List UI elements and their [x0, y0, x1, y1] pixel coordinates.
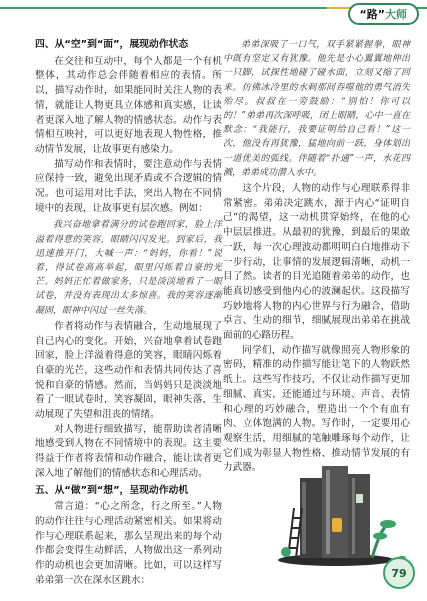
book-house-illustration-icon	[272, 448, 400, 568]
right-column	[223, 38, 410, 476]
paragraph: 作者将动作与表情融合，生动地展现了自己内心的变化。开始，兴奋地拿着试卷跑回家，脸上洋溢着得意的笑容，眼睛闪烁着自豪的光芒，这些动作和表情共同传达了喜悦和自豪的情感。然而，当妈妈只是淡淡地看了一眼试卷时，笑容凝固，眼神失落，生动展现了失望和沮丧的情绪。	[35, 320, 222, 421]
page-number: 79	[383, 557, 415, 589]
column-tag	[348, 2, 419, 26]
example-quote: 弟弟深吸了一口气，双手紧紧握拳，眼神中既有坚定又有犹豫。他先是小心翼翼地伸出一只脚，试探性地碰了碰水面，立刻又缩了回来。仿佛冰冷里的水刺那间吞噬他的勇气消失殆尽。叔叔在一旁鼓励：“别怕！你可以的！”弟弟再次深呼吸，闭上眼睛，心中一直在默念：“我能行，我要证明给自己看！”这一次，他没有再犹豫，猛地向前一跃，身体划出一道优美的弧线。伴随着“扑通”一声，水花四溅，弟弟成功潜入水中。	[223, 40, 410, 178]
left-column	[35, 38, 222, 589]
section-5-title: 五、从“做”到“想”，呈现动作动机	[35, 484, 189, 496]
column-tag-box	[348, 3, 419, 25]
paragraph: 在交往和互动中，每个人都是一个有机整体，其动作总会伴随着相应的表情。所以，描写动作时，如果能同时关注人物的表情，就能让人物更具立体感和真实感，让读者更深入地了解人物的情感状态。动作与表情相互映衬，可以更好地表现人物性格，推动情节发展，让故事更有感染力。	[35, 55, 222, 155]
column-tag-label: 大师	[385, 8, 407, 21]
column-tag-quote: “路”	[359, 8, 385, 21]
paragraph: 描写动作和表情时，要注意动作与表情应保持一致，避免出现矛盾或不合逻辑的情况。也可运用对比手法，突出人物在不同情境中的表现，让故事更有层次感。例如：	[35, 158, 222, 214]
example-quote: 我兴奋地拿着满分的试卷跑回家，脸上洋溢着得意的笑容，眼睛闪闪发光。到家后，我迅速推开门，大喊一声：“妈妈，你看！”说着，得试卷高高举起，眼里闪烁着自豪的光芒。妈妈正忙着做家务，只是淡淡地看了一眼试卷，并没有表现出太多惊喜。我的笑容逐渐凝固，眼神中闪过一丝失落。	[35, 220, 222, 316]
paragraph: 这个片段，人物的动作与心理联系得非常紧密。弟弟决定跳水，源于内心“证明自己”的渴望，这一动机贯穿始终，在他的心中层层推进。从最初的犹豫，到最后的果敢一跃，每一次心理波动都明明白白地推动下一步行动，让事情的发展逻辑清晰，动机一目了然。读者的目光追随着弟弟的动作，也能真切感受到他内心的波澜起伏。这段描写巧妙地将人物的内心世界与行为融合，借助卓言、生动的细节，细腻展现出弟弟在挑战面前的心路历程。	[223, 183, 410, 342]
paragraph: 对人物进行细致描写，能帮助读者清晰地感受到人物在不同情境中的表现。这主要得益于作者将表情和动作融合，能让读者更深入地了解他们的情感状态和心理活动。	[35, 423, 222, 479]
section-4-title: 四、从“空”到“面”，展现动作状态	[35, 39, 189, 50]
paragraph: 常言道：“心之所念，行之所至。”人物的动作往往与心理活动紧密相关。如果将动作与心理联系起来，那么呈现出来的每个动作都会变得生动鲜活，人物做出这一系列动作的动机也会更加清晰。比如，可以这样写弟弟第一次在深水区跳水：	[35, 501, 222, 586]
paragraph: 同学们，动作描写就像照亮人物形象的密码，精准的动作描写能让笔下的人物跃然纸上。这些写作技巧，不仅让动作描写更加细腻、真实，还能通过与环境、声音、表情和心理的巧妙融合，塑造出一个个有血有肉、立体饱满的人物。写作时，一定要用心观察生活，用细腻的笔触雕琢每个动作，让它们成为彰显人物性格、推动情节发展的有力武器。	[223, 344, 410, 474]
